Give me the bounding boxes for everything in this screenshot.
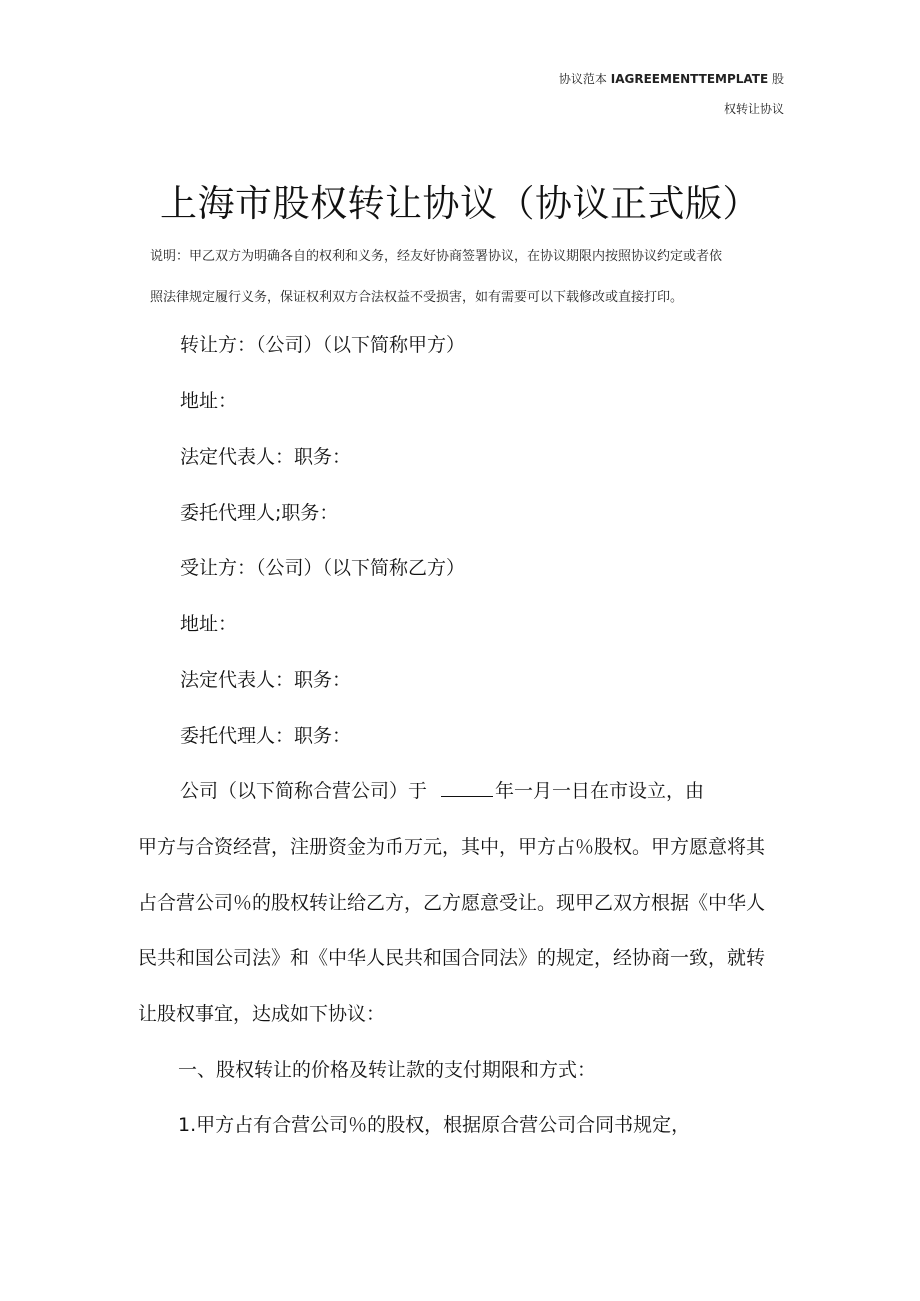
body-line-4: 民共和国公司法》和《中华人民共和国合同法》的规定，经协商一致，就转 xyxy=(138,947,766,969)
page-title: 上海市股权转让协议（协议正式版） xyxy=(160,182,760,225)
note-line-2: 照法律规定履行义务，保证权利双方合法权益不受损害，如有需要可以下载修改或直接打印。 xyxy=(150,290,684,305)
section-1-heading: 一、股权转让的价格及转让款的支付期限和方式： xyxy=(178,1059,597,1081)
transferee-address: 地址： xyxy=(180,613,238,635)
body-line-1-start: 公司（以下简称合营公司）于 xyxy=(180,780,428,802)
transferee-representative: 法定代表人：职务： xyxy=(180,669,352,691)
header-suffix: 股 xyxy=(771,72,784,86)
transferee-line: 受让方：（公司）（以下简称乙方） xyxy=(180,557,466,579)
body-line-1 xyxy=(180,776,704,803)
transferor-address: 地址： xyxy=(180,390,238,412)
body-line-2: 甲方与合资经营，注册资金为币万元，其中，甲方占％股权。甲方愿意将其 xyxy=(138,836,766,858)
header-brand: IAGREEMENTTEMPLATE xyxy=(610,72,769,86)
transferor-line: 转让方：（公司）（以下简称甲方） xyxy=(180,334,466,356)
body-line-3: 占合营公司％的股权转让给乙方，乙方愿意受让。现甲乙双方根据《中华人 xyxy=(138,892,766,914)
body-line-1-end: 年一月一日在市设立，由 xyxy=(495,780,705,802)
body-line-5: 让股权事宜，达成如下协议： xyxy=(138,1003,386,1025)
year-blank xyxy=(441,782,493,797)
transferee-agent: 委托代理人：职务： xyxy=(180,725,352,747)
header-line-1 xyxy=(559,70,784,87)
header-line-2: 权转让协议 xyxy=(723,102,784,116)
section-1-item-1: 1.甲方占有合营公司％的股权，根据原合营公司合同书规定， xyxy=(178,1114,691,1136)
transferor-representative: 法定代表人：职务： xyxy=(180,446,352,468)
note-line-1: 说明：甲乙双方为明确各自的权利和义务，经友好协商签署协议，在协议期限内按照协议约定或者依 xyxy=(150,249,723,264)
transferor-agent: 委托代理人;职务： xyxy=(180,502,339,524)
header-prefix: 协议范本 xyxy=(558,72,607,86)
